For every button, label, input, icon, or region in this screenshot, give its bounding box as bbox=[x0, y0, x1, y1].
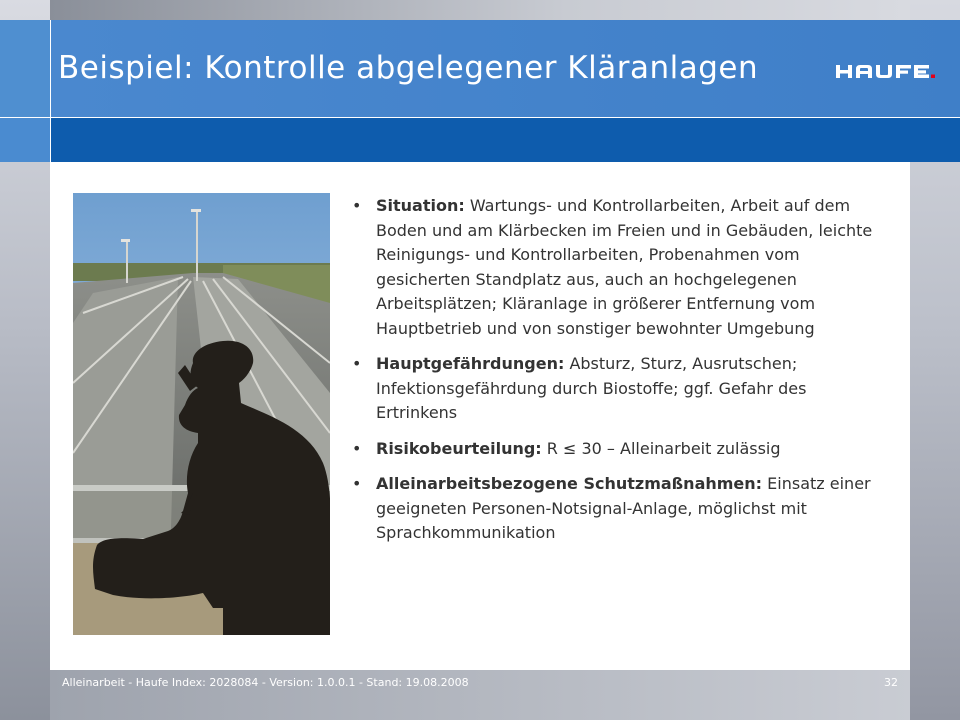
page-number: 32 bbox=[884, 676, 898, 689]
bullet-text: R ≤ 30 – Alleinarbeit zulässig bbox=[541, 438, 781, 458]
bullet-text: Absturz, Sturz, Ausrutschen; Infektionsgefährdung durch Biostoffe; ggf. Gefahr des Ertrinkens bbox=[376, 354, 807, 422]
sewage-plant-photo bbox=[73, 193, 330, 635]
haufe-logo bbox=[834, 60, 944, 84]
bullet-risk-assessment bbox=[350, 437, 880, 462]
slide-footer: Alleinarbeit - Haufe Index: 2028084 - Version: 1.0.0.1 - Stand: 19.08.2008 bbox=[62, 676, 469, 689]
bullet-text: Einsatz einer geeigneten Personen-Notsignal-Anlage, möglichst mit Sprachkommunikation bbox=[376, 474, 871, 542]
bullet-hazards bbox=[350, 352, 880, 426]
frame-top bbox=[50, 0, 910, 20]
bullet-text: Wartungs- und Kontrollarbeiten, Arbeit auf dem Boden und am Klärbecken im Freien und in Gebäuden, leichte Reinigungs- und Kontrollarbeiten, Probenahmen vom gesicherten Standplatz aus, auch an hochgelegenen Arbeitsplätzen; Kläranlage in größerer Entfernung vom Hauptbetrieb und von sonstiger bewohnter Umgebung bbox=[376, 196, 873, 338]
bullet-label: Alleinarbeitsbezogene Schutzmaßnahmen: bbox=[376, 474, 763, 493]
slide-title: Beispiel: Kontrolle abgelegener Kläranlagen bbox=[58, 50, 759, 86]
bullet-protective-measures bbox=[350, 472, 880, 546]
bullet-list bbox=[350, 194, 880, 557]
header-accent-block-lower bbox=[0, 118, 50, 162]
bullet-label: Hauptgefährdungen: bbox=[376, 354, 565, 373]
bullet-label: Risikobeurteilung: bbox=[376, 438, 542, 458]
header-subbar bbox=[51, 118, 960, 162]
bullet-situation bbox=[350, 194, 880, 341]
bullet-label: Situation: bbox=[376, 196, 465, 215]
